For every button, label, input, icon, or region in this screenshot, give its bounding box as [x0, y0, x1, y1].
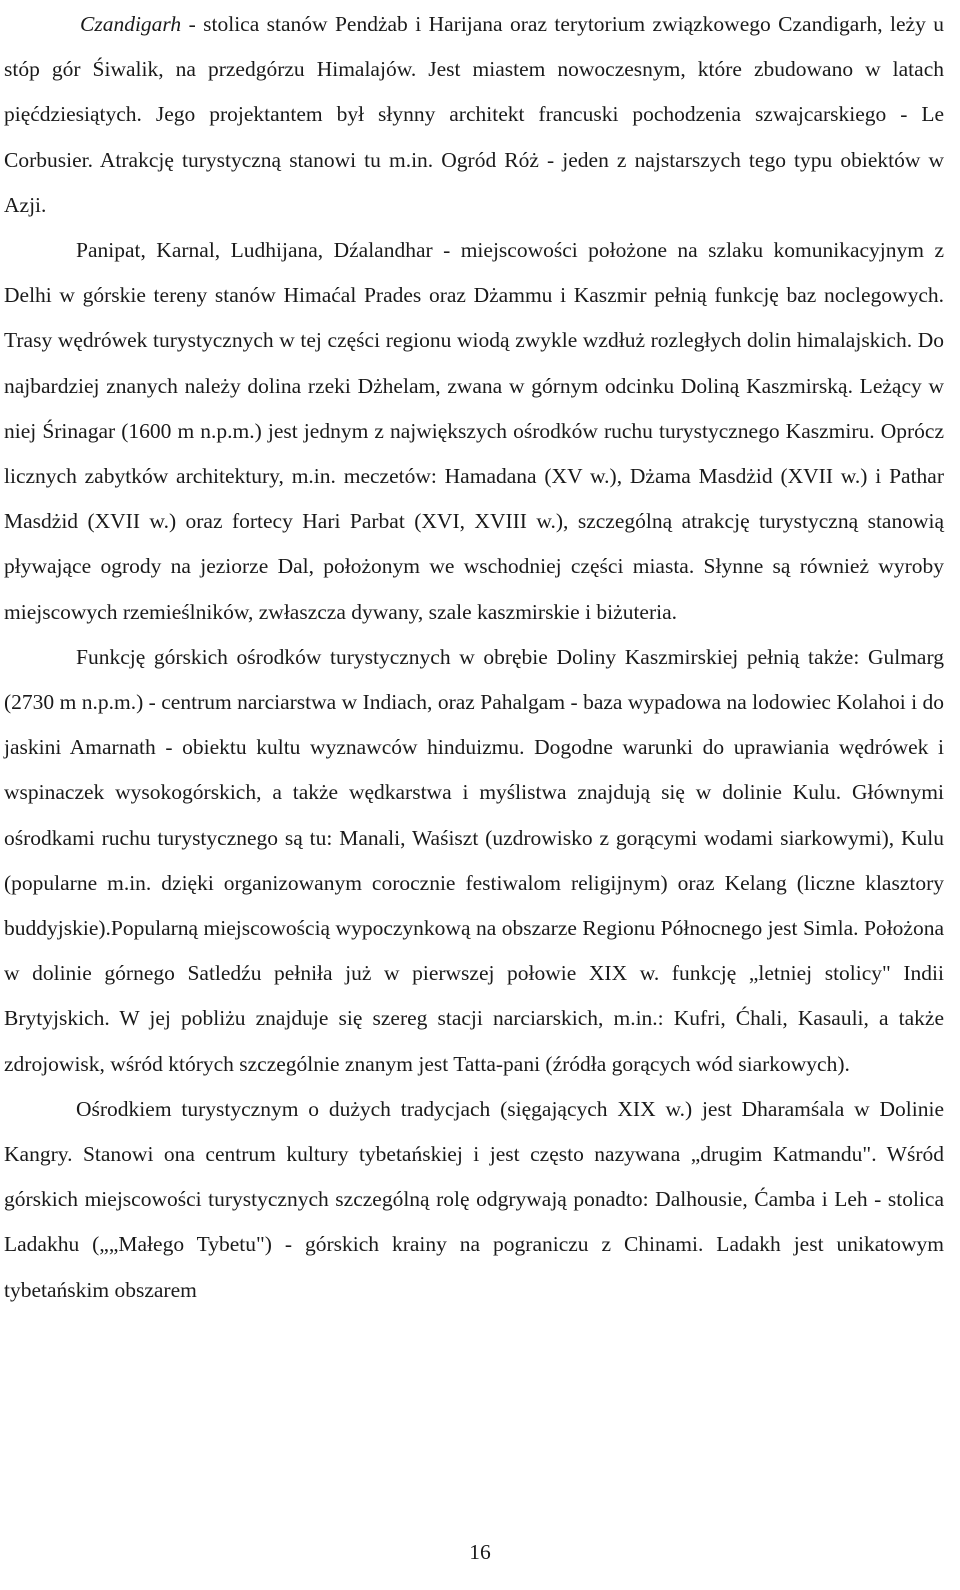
document-body: [4, 0, 944, 1313]
paragraph-mountain-resorts: Funkcję górskich ośrodków turystycznych w obrębie Doliny Kaszmirskiej pełnią także: Gulmarg (2730 m n.p.m.) - centrum narciarstwa w Indiach, oraz Pahalgam - baza wypadowa na lodowiec Kolahoi i do jaskini Amarnath - obiektu kultu wyznawców hinduizmu. Dogodne warunki do uprawiania wędrówek i wspinaczek wysokogórskich, a także wędkarstwa i myślistwa znajdują się w dolinie Kulu. Głównymi ośrodkami ruchu turystycznego są tu: Manali, Waśiszt (uzdrowisko z gorącymi wodami siarkowymi), Kulu (popularne m.in. dzięki organizowanym corocznie festiwalom religijnym) oraz Kelang (liczne klasztory buddyjskie).Popularną miejscowością wypoczynkową na obszarze Regionu Północnego jest Simla. Położona w dolinie górnego Satledźu pełniła już w pierwszej połowie XIX w. funkcję „letniej stolicy" Indii Brytyjskich. W jej pobliżu znajduje się szereg stacji narciarskich, m.in.: Kufri, Ćhali, Kasauli, a także zdrojowisk, wśród których szczególnie znanym jest Tatta-pani (źródła gorących wód siarkowych).: [4, 644, 944, 1076]
paragraph-czandigarh-text: - stolica stanów Pendżab i Harijana oraz terytorium związkowego Czandigarh, leży u stóp gór Śiwalik, na przedgórzu Himalajów. Jest miastem nowoczesnym, które zbudowano w latach pięćdziesiątych. Jego projektantem był słynny architekt francuski pochodzenia szwajcarskiego - Le Corbusier. Atrakcję turystyczną stanowi tu m.in. Ogród Róż - jeden z najstarszych tego typu obiektów w Azji.: [4, 12, 944, 217]
paragraph-dharamsala: Ośrodkiem turystycznym o dużych tradycjach (sięgających XIX w.) jest Dharamśala w Dolinie Kangry. Stanowi ona centrum kultury tybetańskiej i jest często nazywana „drugim Katmandu". Wśród górskich miejscowości turystycznych szczególną rolę odgrywają ponadto: Dalhousie, Ćamba i Leh - stolica Ladakhu („„Małego Tybetu") - górskich krainy na pograniczu z Chinami. Ladakh jest unikatowym tybetańskim obszarem: [4, 1096, 944, 1302]
paragraph-czandigarh: [4, 2, 944, 228]
place-name-emphasis: Czandigarh: [80, 12, 182, 36]
paragraph-srinagar: Panipat, Karnal, Ludhijana, Dźalandhar - miejscowości położone na szlaku komunikacyjnym z Delhi w górskie tereny stanów Himaćal Prades oraz Dżammu i Kaszmir pełnią funkcję baz noclegowych. Trasy wędrówek turystycznych w tej części regionu wiodą zwykle wzdłuż rozległych dolin himalajskich. Do najbardziej znanych należy dolina rzeki Dżhelam, zwana w górnym odcinku Doliną Kaszmirską. Leżący w niej Śrinagar (1600 m n.p.m.) jest jednym z największych ośrodków ruchu turystycznego Kaszmiru. Oprócz licznych zabytków architektury, m.in. meczetów: Hamadana (XV w.), Dżama Masdżid (XVII w.) i Pathar Masdżid (XVII w.) oraz fortecy Hari Parbat (XVI, XVIII w.), szczególną atrakcję turystyczną stanowią pływające ogrody na jeziorze Dal, położonym we wschodniej części miasta. Słynne są również wyroby miejscowych rzemieślników, zwłaszcza dywany, szale kaszmirskie i biżuteria.: [4, 238, 944, 624]
page-number: 16: [469, 1540, 491, 1564]
